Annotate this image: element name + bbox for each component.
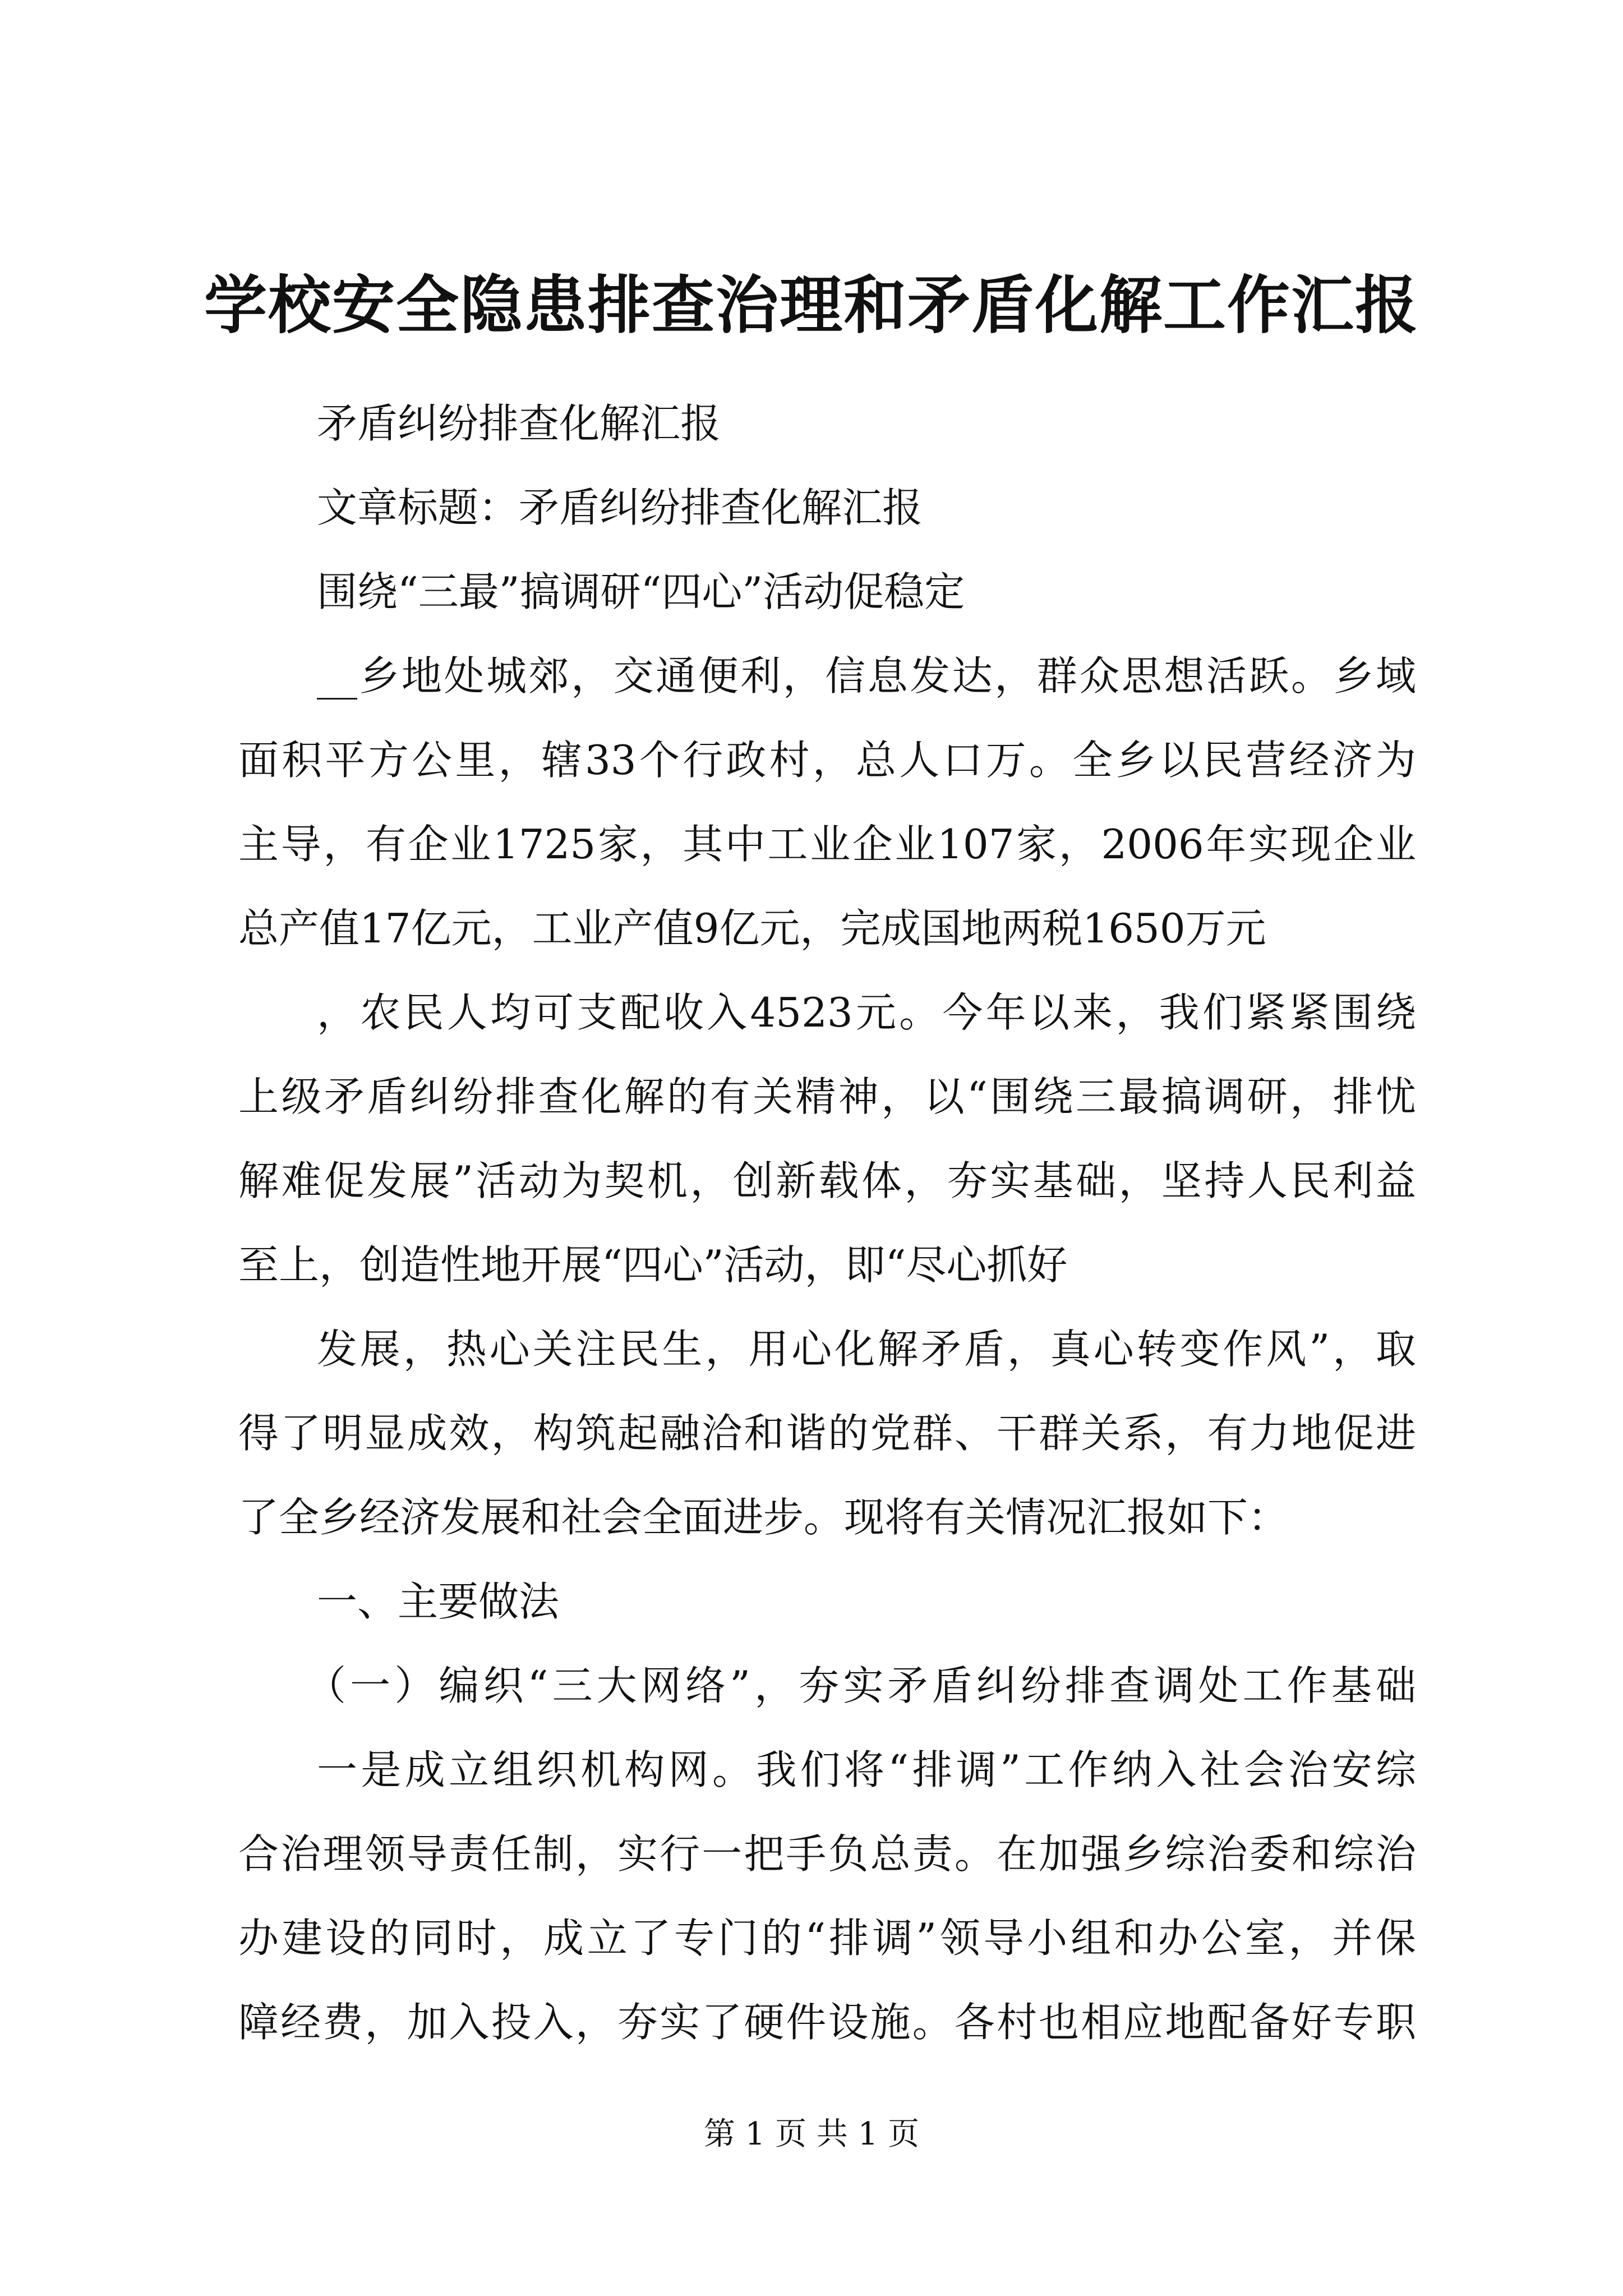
text-line: 障经费，加入投入，夯实了硬件设施。各村也相应地配备好专职 [238,1999,1416,2046]
text-line: 矛盾纠纷排查化解汇报 [317,400,721,447]
text-line: 了全乡经济发展和社会全面进步。现将有关情况汇报如下： [238,1494,1289,1541]
text-line: 文章标题：矛盾纠纷排查化解汇报 [317,484,923,531]
text-line: 上级矛盾纠纷排查化解的有关精神，以“围绕三最搞调研，排忧 [238,1073,1416,1120]
text-line: 主导，有企业1725家，其中工业企业107家，2006年实现企业 [238,821,1416,868]
text-line: 一是成立组织机构网。我们将“排调”工作纳入社会治安综 [317,1746,1416,1793]
text-line: 总产值17亿元，工业产值9亿元，完成国地两税1650万元 [238,905,1266,952]
text-line: 至上，创造性地开展“四心”活动，即“尽心抓好 [238,1241,1068,1289]
section-heading: 一、主要做法 [317,1578,560,1625]
page-footer: 第 1 页 共 1 页 [703,2116,920,2152]
text-line: 办建设的同时，成立了专门的“排调”领导小组和办公室，并保 [238,1915,1416,1962]
text-line: 发展，热心关注民生，用心化解矛盾，真心转变作风”，取 [317,1326,1416,1373]
text-line: 面积平方公里，辖33个行政村，总人口万。全乡以民营经济为 [238,737,1416,784]
text-line: 得了明显成效，构筑起融洽和谐的党群、干群关系，有力地促进 [238,1410,1416,1457]
text-line: __乡地处城郊，交通便利，信息发达，群众思想活跃。乡域 [317,652,1416,700]
text-line: 合治理领导责任制，实行一把手负总责。在加强乡综治委和综治 [238,1830,1416,1878]
document-title: 学校安全隐患排查治理和矛盾化解工作汇报 [204,269,1419,342]
text-line: ，农民人均可支配收入4523元。今年以来，我们紧紧围绕 [317,989,1416,1036]
text-line: 解难促发展”活动为契机，创新载体，夯实基础，坚持人民利益 [238,1157,1416,1204]
text-line: 围绕“三最”搞调研“四心”活动促稳定 [317,568,965,615]
document-body [238,381,1416,2064]
subsection-heading: （一）编织“三大网络”，夯实矛盾纠纷排查调处工作基础 [306,1662,1416,1709]
